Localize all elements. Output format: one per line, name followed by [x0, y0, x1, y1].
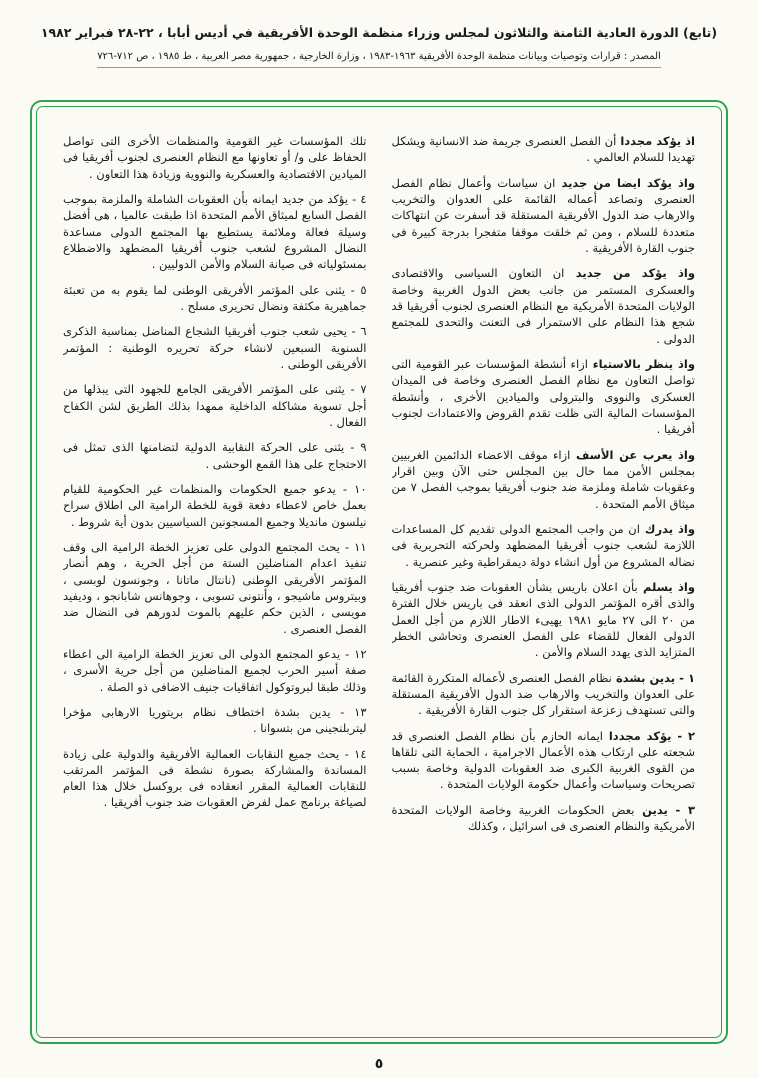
paragraph [392, 728, 696, 793]
paragraph [392, 356, 696, 438]
column-left [63, 133, 367, 1023]
paragraph-lead: ٢ - يؤكد مجددا [608, 728, 695, 743]
paragraph-text: تلك المؤسسات غير القومية والمنظمات الأخرى التى تواصل الحفاظ على و/ أو تعاونها مع النظام العنصرى لجنوب أفريقيا فى الميادين الاقتصادية والعسكرية والنووية وزيادة هذا التعاون . [63, 134, 367, 181]
paragraph [392, 133, 696, 166]
paragraph [63, 746, 367, 811]
paragraph-lead: ١ - يدين بشدة [615, 670, 695, 685]
paragraph [63, 323, 367, 372]
paragraph-text: ١٠ - يدعو جميع الحكومات والمنظمات غير الحكومية للقيام بعمل خاص لاعطاء دفعة قوية للخطة الرامية الى اطلاق سراح نيلسون مانديلا وجميع المسجونين السياسيين بدون أية شروط . [63, 481, 367, 529]
paragraph [63, 191, 367, 273]
paragraph [63, 539, 367, 637]
paragraph-lead: واذ ينظر بالاستياء [592, 356, 695, 371]
two-column-text [63, 133, 695, 1023]
paragraph-text: أن الفصل العنصرى جريمة ضد الانسانية ويشكل تهديدا للسلام العالمي . [391, 134, 695, 165]
paragraph [63, 704, 367, 737]
paragraph [63, 133, 367, 182]
paragraph-lead: واذ يدرك [644, 521, 695, 536]
paragraph-text: ٥ - يثنى على المؤتمر الأفريقى الوطنى لما يقوم به من تعبئة جماهيرية مكثفة ونضال تحريرى مسلح . [63, 282, 367, 313]
paragraph-text: ٧ - يثنى على المؤتمر الأفريقى الجامع للجهود التى يبذلها من أجل تسوية مشاكله الداخلية ممهدا بذلك الطريق لشن الكفاح الفعال . [63, 382, 367, 429]
paragraph [392, 579, 696, 661]
paragraph-lead: واذ يعرب عن الأسف [575, 447, 695, 462]
paragraph-text: ١١ - يحث المجتمع الدولى على تعزيز الخطة الرامية الى وقف تنفيذ اعدام المناضلين الستة من أجل الحرية ، وهم أنصار المؤتمر الأفريقى الوطنى (نانتال ماتانا ، وجونسون لوبسى ، وبيتروس ماشيجو ، وأنتونى تسوبى ، وجوهانس شابانجو ، وديفيد مويسى ، الذين حكم عليهم بالموت لدورهم فى النضال ضد الفصل العنصرى . [63, 539, 367, 636]
green-frame-inner [36, 106, 722, 1038]
paragraph [392, 670, 696, 719]
paragraph-lead: ٣ - يدين [642, 802, 695, 817]
paragraph-lead: اذ يؤكد مجددا [620, 134, 695, 148]
paragraph [392, 447, 696, 512]
paragraph [392, 802, 696, 835]
paragraph-text: ان من واجب المجتمع الدولى تقديم كل المساعدات اللازمة لشعب جنوب أفريقيا المضطهد ولحركته التحريرية فى نضاله المشروع من أول انشاء دولة ديمقراطية وغير عنصرية . [391, 521, 695, 569]
paragraph [392, 175, 696, 257]
green-frame [30, 100, 728, 1044]
paragraph [392, 521, 696, 570]
paragraph [63, 381, 367, 430]
paragraph-lead: واذ يسلم [643, 579, 695, 594]
paragraph-text: ازاء موقف الاعضاء الدائمين الغربيين بمجلس الأمن مما حال بين المجلس حتى الآن وبين اقرار وعقوبات شاملة وملزمة ضد جنوب أفريقيا بموجب الفصل ٧ من ميثاق الأمم المتحدة . [391, 447, 695, 511]
paragraph-text: ٩ - يثنى على الحركة النقابية الدولية لتضامنها الذى تمثل فى الاحتجاج على هذا القمع الوحشى . [63, 440, 367, 471]
paragraph-text: ان التعاون السياسى والاقتصادى والعسكرى المستمر من جانب بعض الدول الغربية وخاصة الولايات المتحدة الأمريكية مع النظام العنصرى لجنوب أفريقيا قد شجع هذا النظام على الاستمرار فى التعنت والتحدى للمجتمع الدولى . [391, 266, 695, 346]
document-title: (تابع) الدورة العادية الثامنة والثلاثون لمجلس وزراء منظمة الوحدة الأفريقية في أديس أبابا ، ٢٢-٢٨ فبراير ١٩٨٢ [40, 25, 718, 40]
paragraph-text: ١٤ - يحث جميع النقابات العمالية الأفريقية والدولية على زيادة المساندة والمشاركة بصورة نشطة فى المؤتمر المرتقب للنقابات العمالية المقرر انعقاده فى بروكسل خلال هذا العام لصياغة برنامج عمل لفرض العقوبات ضد جنوب أفريقيا . [63, 746, 367, 810]
page-number: ٥ [374, 1056, 384, 1072]
paragraph-lead: واذ يؤكد ايضا من جديد [561, 175, 695, 190]
paragraph-text: ١٣ - يدين بشدة اختطاف نظام بريتوريا الارهابى مؤخرا ليتربلنجينى من بتسوانا . [63, 704, 367, 736]
paragraph [63, 481, 367, 530]
paragraph-text: نظام الفصل العنصرى لأعماله المتكررة القائمة على العدوان والتخريب والارهاب ضد الدول الأفريقية المستقلة والتى تستهدف زعزعة استقرار كل جنوب القارة الأفريقية . [391, 670, 695, 718]
paragraph [63, 646, 367, 695]
paragraph-text: ازاء أنشطة المؤسسات عبر القومية التى تواصل التعاون مع نظام الفصل العنصرى وخاصة فى الميدان العسكرى والنووى والبترولى والميادين الأخرى ، وأنشطة المؤسسات المالية التى ظلت تقدم القروض والاعتمادات لجنوب أفريقيا . [391, 356, 695, 437]
paragraph-text: ٦ - يحيى شعب جنوب أفريقيا الشجاع المناضل بمناسبة الذكرى السنوية السبعين لانشاء حركة تحريره الوطنية : المؤتمر الأفريقى الوطنى . [63, 324, 367, 371]
paragraph-text: ١٢ - يدعو المجتمع الدولى الى تعزيز الخطة الرامية الى اعطاء صفة أسير الحرب لجميع المناضلين من أجل حرية الأسرى ، وذلك طبقا لبروتوكول اتفاقيات جنيف الاضافى ذو الصلة . [63, 646, 367, 694]
paragraph-text: ان سياسات وأعمال نظام الفصل العنصرى وتصاعد أعماله القائمة على العدوان والتخريب والارهاب ضد الدول الأفريقية المستقلة قد أسفرت عن انتهاكات متعددة للسلام ، ومن ثم خلقت موقفا متفجرا بدرجة كبيرة فى جنوب القارة الأفريقية . [391, 175, 695, 255]
paragraph [392, 265, 696, 347]
paragraph-text: بعض الحكومات الغربية وخاصة الولايات المتحدة الأمريكية والنظام العنصرى فى اسرائيل ، وكذلك [391, 802, 695, 834]
column-right [392, 133, 696, 1023]
paragraph-text: ٤ - يؤكد من جديد ايمانه بأن العقوبات الشاملة والملزمة بموجب الفصل السابع لميثاق الأمم المتحدة اذا طبقت عالميا ، هى أفضل وسيلة فعالة وملائمة يستطيع بها المجتمع الدولى مساعدة النضال المشروع لشعب جنوب أفريقيا المضطهد والاضطلاع بمسئولياته فى صيانة السلام والأمن الدوليين . [63, 191, 367, 272]
paragraph-text: ايمانه الحازم بأن نظام الفصل العنصرى قد شجعته على ارتكاب هذه الأعمال الاجرامية ، الحماية التى تلقاها من القوى الغربية الكبرى ضد العقوبات الدولية وخاصة بسبب تصريحات وسياسات وأعمال حكومة الولايات المتحدة . [391, 728, 695, 792]
page-header [0, 0, 758, 68]
paragraph-text: بأن اعلان باريس بشأن العقوبات ضد جنوب أفريقيا والذى أقره المؤتمر الدولى الذى انعقد فى باريس خلال الفترة من ٢٠ الى ٢٧ مايو ١٩٨١ يهيىء الاطار اللازم من أجل العمل الدولى الفعال للقضاء على الفصل العنصرى وتحاشى الخطر المتزايد الذى يهدد السلام والأمن . [391, 579, 695, 660]
paragraph-lead: واذ يؤكد من جديد [575, 266, 695, 281]
source-citation: المصدر : قرارات وتوصيات وبيانات منظمة الوحدة الأفريقية ١٩٦٣-١٩٨٣ ، وزارة الخارجية ، جمهورية مصر العربية ، ط ١٩٨٥ ، ص ٧١٢-٧٢٦ [97, 50, 661, 68]
paragraph [63, 282, 367, 315]
paragraph [63, 439, 367, 472]
